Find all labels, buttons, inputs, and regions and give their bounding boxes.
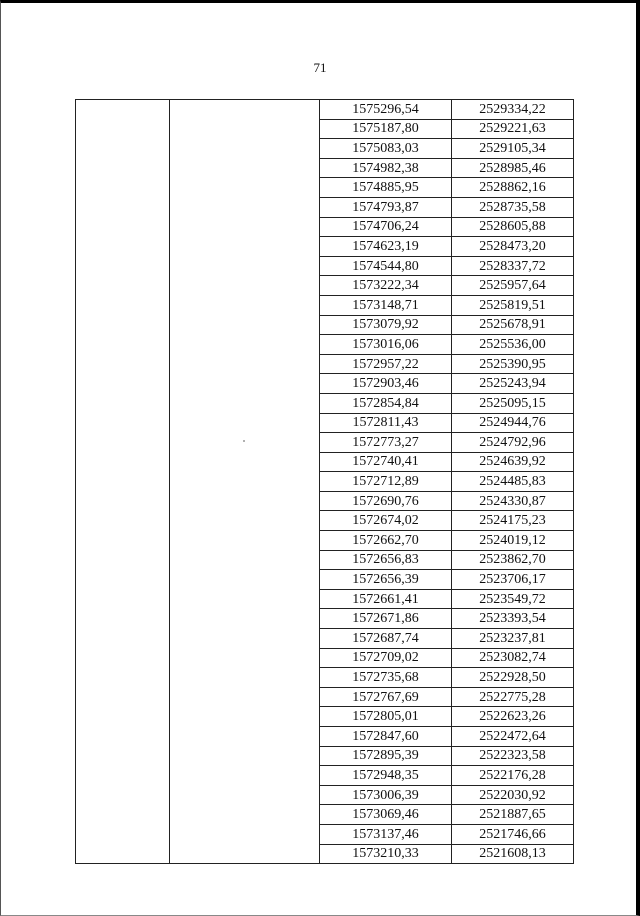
y-coordinate-cell: 2522176,28 [452,766,574,786]
y-coordinate-cell: 2522775,28 [452,687,574,707]
x-coordinate-cell: 1572709,02 [320,648,452,668]
x-coordinate-cell: 1572767,69 [320,687,452,707]
x-coordinate-cell: 1572805,01 [320,707,452,727]
x-coordinate-cell: 1573069,46 [320,805,452,825]
x-coordinate-cell: 1574982,38 [320,158,452,178]
y-coordinate-cell: 2528985,46 [452,158,574,178]
x-coordinate-cell: 1575187,80 [320,119,452,139]
y-coordinate-cell: 2524330,87 [452,491,574,511]
y-coordinate-cell: 2521746,66 [452,824,574,844]
y-coordinate-cell: 2523706,17 [452,570,574,590]
x-coordinate-cell: 1572661,41 [320,589,452,609]
table-row [76,100,574,120]
y-coordinate-cell: 2523393,54 [452,609,574,629]
y-coordinate-cell: 2524485,83 [452,472,574,492]
x-coordinate-cell: 1572662,70 [320,531,452,551]
x-coordinate-cell: 1572847,60 [320,727,452,747]
y-coordinate-cell: 2525243,94 [452,374,574,394]
y-coordinate-cell: 2523082,74 [452,648,574,668]
x-coordinate-cell: 1573222,34 [320,276,452,296]
x-coordinate-cell: 1572957,22 [320,354,452,374]
y-coordinate-cell: 2524639,92 [452,452,574,472]
y-coordinate-cell: 2528337,72 [452,256,574,276]
x-coordinate-cell: 1574623,19 [320,237,452,257]
x-coordinate-cell: 1573006,39 [320,785,452,805]
x-coordinate-cell: 1572773,27 [320,433,452,453]
y-coordinate-cell: 2524175,23 [452,511,574,531]
coordinates-table [75,99,574,864]
y-coordinate-cell: 2528862,16 [452,178,574,198]
y-coordinate-cell: 2522472,64 [452,727,574,747]
x-coordinate-cell: 1575083,03 [320,139,452,159]
y-coordinate-cell: 2523237,81 [452,629,574,649]
x-coordinate-cell: 1573016,06 [320,335,452,355]
y-coordinate-cell: 2522030,92 [452,785,574,805]
y-coordinate-cell: 2522623,26 [452,707,574,727]
x-coordinate-cell: 1572903,46 [320,374,452,394]
x-coordinate-cell: 1572671,86 [320,609,452,629]
x-coordinate-cell: 1572674,02 [320,511,452,531]
y-coordinate-cell: 2525819,51 [452,295,574,315]
y-coordinate-cell: 2523549,72 [452,589,574,609]
y-coordinate-cell: 2521887,65 [452,805,574,825]
x-coordinate-cell: 1572656,83 [320,550,452,570]
merged-empty-cell-1 [76,100,170,864]
x-coordinate-cell: 1573079,92 [320,315,452,335]
x-coordinate-cell: 1572740,41 [320,452,452,472]
x-coordinate-cell: 1572712,89 [320,472,452,492]
y-coordinate-cell: 2525390,95 [452,354,574,374]
x-coordinate-cell: 1574885,95 [320,178,452,198]
x-coordinate-cell: 1573210,33 [320,844,452,864]
y-coordinate-cell: 2528605,88 [452,217,574,237]
y-coordinate-cell: 2528473,20 [452,237,574,257]
y-coordinate-cell: 2522928,50 [452,668,574,688]
x-coordinate-cell: 1574793,87 [320,197,452,217]
scan-speck [243,440,245,442]
x-coordinate-cell: 1572735,68 [320,668,452,688]
y-coordinate-cell: 2524792,96 [452,433,574,453]
y-coordinate-cell: 2529221,63 [452,119,574,139]
x-coordinate-cell: 1572811,43 [320,413,452,433]
merged-empty-cell-2 [170,100,320,864]
y-coordinate-cell: 2524019,12 [452,531,574,551]
page-number: 71 [313,60,327,75]
y-coordinate-cell: 2525957,64 [452,276,574,296]
x-coordinate-cell: 1575296,54 [320,100,452,120]
y-coordinate-cell: 2525678,91 [452,315,574,335]
y-coordinate-cell: 2523862,70 [452,550,574,570]
x-coordinate-cell: 1572895,39 [320,746,452,766]
y-coordinate-cell: 2529334,22 [452,100,574,120]
x-coordinate-cell: 1572656,39 [320,570,452,590]
x-coordinate-cell: 1574706,24 [320,217,452,237]
y-coordinate-cell: 2525536,00 [452,335,574,355]
y-coordinate-cell: 2528735,58 [452,197,574,217]
x-coordinate-cell: 1573148,71 [320,295,452,315]
y-coordinate-cell: 2525095,15 [452,393,574,413]
y-coordinate-cell: 2524944,76 [452,413,574,433]
x-coordinate-cell: 1572690,76 [320,491,452,511]
x-coordinate-cell: 1574544,80 [320,256,452,276]
x-coordinate-cell: 1572948,35 [320,766,452,786]
y-coordinate-cell: 2529105,34 [452,139,574,159]
x-coordinate-cell: 1573137,46 [320,824,452,844]
x-coordinate-cell: 1572687,74 [320,629,452,649]
y-coordinate-cell: 2521608,13 [452,844,574,864]
x-coordinate-cell: 1572854,84 [320,393,452,413]
coordinates-table-body [76,100,574,864]
y-coordinate-cell: 2522323,58 [452,746,574,766]
